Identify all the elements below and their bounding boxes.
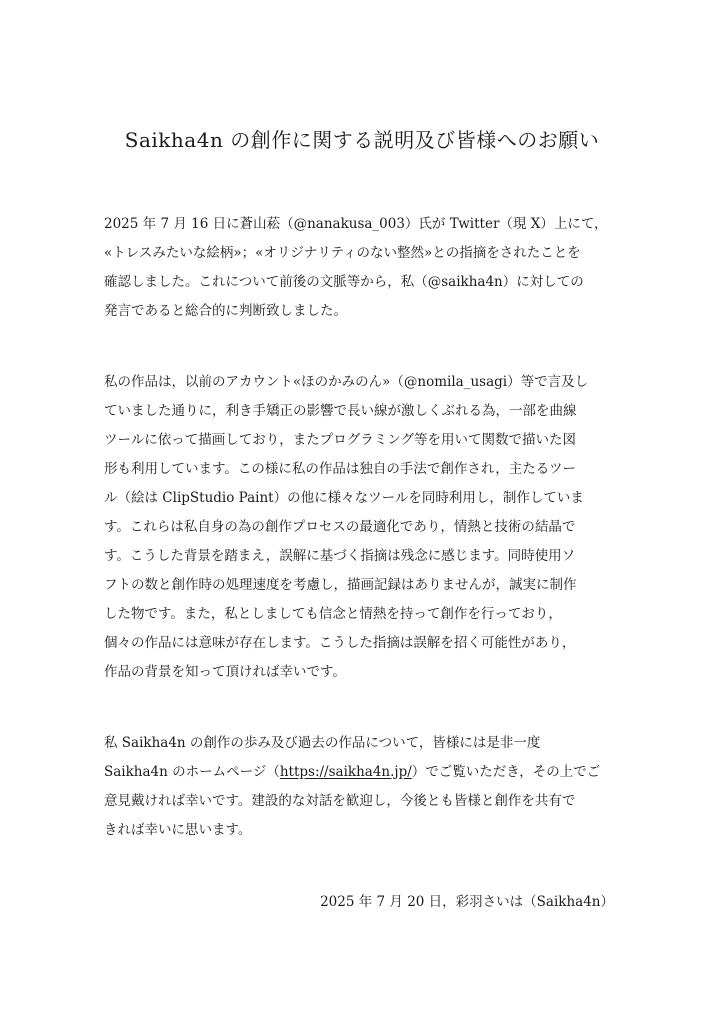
paragraph-line: きれば幸いに思います。 [104, 822, 252, 838]
paragraph-line: す。こうした背景を踏まえ，誤解に基づく指摘は残念に感じます。同時使用ソ [104, 548, 576, 564]
paragraph-line: 個々の作品には意味が存在します。こうした指摘は誤解を招く可能性があり， [104, 635, 576, 651]
paragraph-line: ていました通りに，利き手矯正の影響で長い線が激しくぶれる為，一部を曲線 [104, 403, 577, 419]
paragraph-line: 発言であると総合的に判断致しました。 [104, 303, 347, 319]
paragraph-line: した物です。また，私としましても信念と情熱を持って創作を行っており， [104, 606, 562, 622]
paragraph-line: 作品の背景を知って頂ければ幸いです。 [104, 664, 346, 680]
paragraph-line: «トレスみたいな絵柄»；«オリジナリティのない整然»との指摘をされたことを [104, 245, 581, 261]
paragraph-line: 形も利用しています。この様に私の作品は独自の手法で創作され，主たるツー [104, 461, 576, 477]
paragraph-line: 意見戴ければ幸いです。建設的な対話を歓迎し，今後とも皆様と創作を共有で [104, 793, 576, 809]
document-title: Saikha4n の創作に関する説明及び皆様へのお願い [124, 128, 600, 152]
homepage-link[interactable]: https://saikha4n.jp/ [279, 764, 412, 780]
paragraph-line: ツールに依って描画しており，またプログラミング等を用いて関数で描いた図 [104, 432, 576, 448]
paragraph-request [104, 729, 624, 845]
homepage-prefix-text: Saikha4n のホームページ（ [104, 764, 280, 780]
paragraph-line: 確認しました。これについて前後の文脈等から，私（@saikha4n）に対しての [104, 274, 584, 290]
paragraph-line: ル（絵は ClipStudio Paint）の他に様々なツールを同時利用し，制作していま [104, 490, 584, 506]
paragraph-line: 私の作品は，以前のアカウント«ほのかみのん»（@nomila_usagi）等で言及し [104, 374, 589, 390]
paragraph-line-with-link [104, 758, 624, 787]
paragraph-line: 私 Saikha4n の創作の歩み及び過去の作品について，皆様には是非一度 [104, 735, 541, 751]
paragraph-explanation [104, 368, 624, 687]
signature-date: 2025 年 7 月 20 日，彩羽さいは（Saikha4n） [320, 894, 614, 910]
paragraph-line: す。これらは私自身の為の創作プロセスの最適化であり，情熱と技術の結晶で [104, 519, 576, 535]
homepage-suffix-text: ）でご覧いただき，その上でご [411, 764, 601, 780]
paragraph-incident [104, 210, 624, 326]
paragraph-line: 2025 年 7 月 16 日に蒼山菘（@nanakusa_003）氏が Twitter（現 X）上にて， [104, 216, 608, 232]
paragraph-line: フトの数と創作時の処理速度を考慮し，描画記録はありませんが，誠実に制作 [104, 577, 577, 593]
